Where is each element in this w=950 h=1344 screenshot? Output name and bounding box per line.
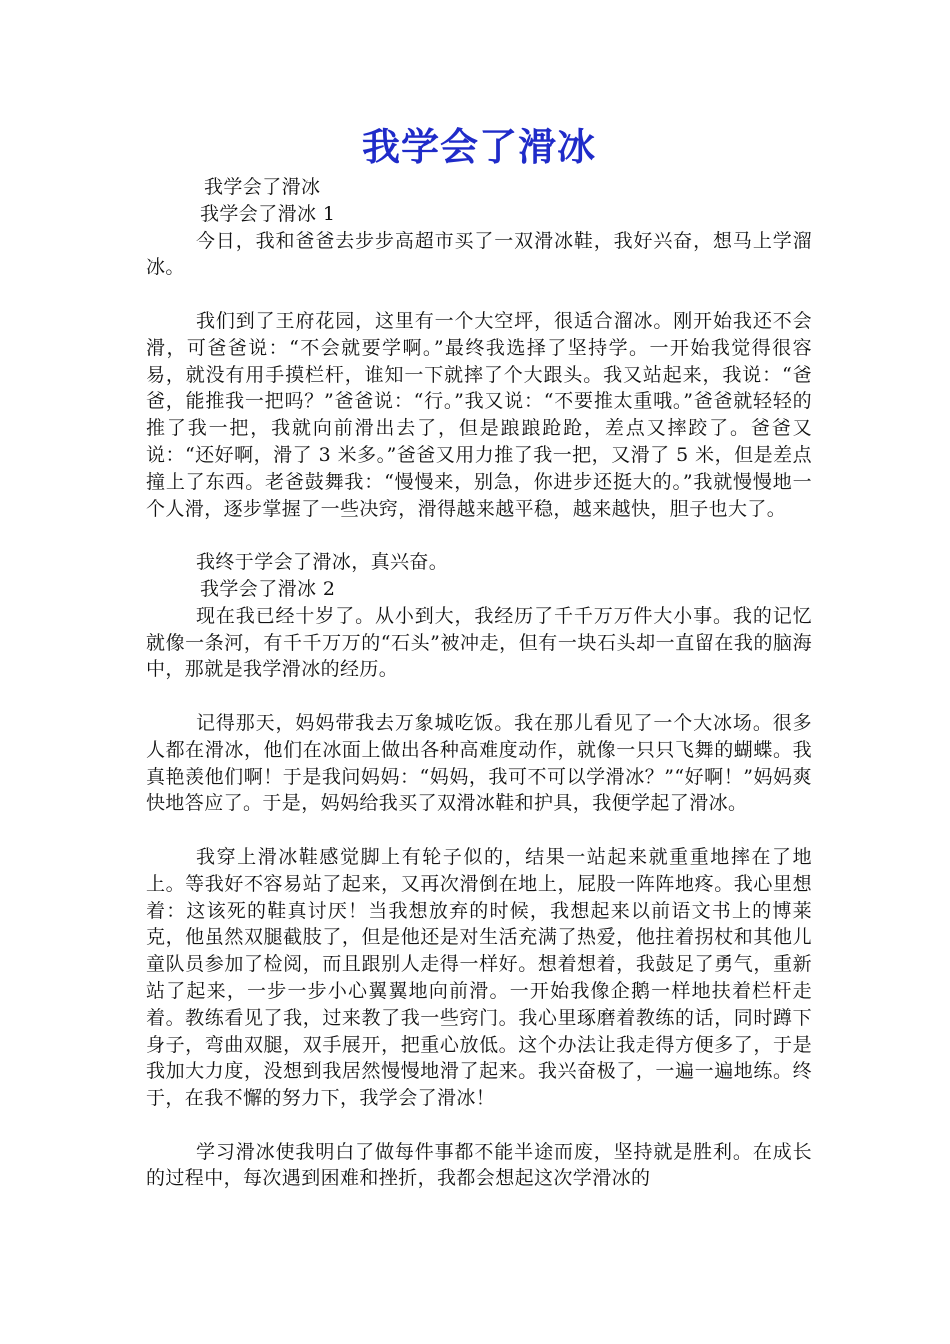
heading-repeat: 我学会了滑冰 xyxy=(204,176,321,198)
section-2-label: 我学会了滑冰 2 xyxy=(200,577,336,600)
paragraph: 我终于学会了滑冰，真兴奋。 xyxy=(196,551,449,574)
paragraph: 我们到了王府花园，这里有一个大空坪，很适合溜冰。刚开始我还不会滑，可爸爸说：“不会就要学啊。”最终我选择了坚持学。一开始我觉得很容易，就没有用手摸栏杆，谁知一下就摔了个大跟头。我又站起来，我说：“爸爸，能推我一把吗？”爸爸说：“行。”我又说：“不要推太重哦。”爸爸就轻轻的推了我一把，我就向前滑出去了，但是踉踉跄跄，差点又摔跤了。爸爸又说：“还好啊，滑了 3 米多。”爸爸又用力推了我一把，又滑了 5 米，但是差点撞上了东西。老爸鼓舞我：“慢慢来，别急，你进步还挺大的。”我就慢慢地一个人滑，逐步掌握了一些决窍，滑得越来越平稳，越来越快，胆子也大了。 xyxy=(146,309,812,520)
paragraph: 学习滑冰使我明白了做每件事都不能半途而废，坚持就是胜利。在成长的过程中，每次遇到困难和挫折，我都会想起这次学滑冰的 xyxy=(146,1140,812,1190)
paragraph: 记得那天，妈妈带我去万象城吃饭。我在那儿看见了一个大冰场。很多人都在滑冰，他们在冰面上做出各种高难度动作，就像一只只飞舞的蝴蝶。我真艳羡他们啊！于是我问妈妈：“妈妈，我可不可以学滑冰？”“好啊！”妈妈爽快地答应了。于是，妈妈给我买了双滑冰鞋和护具，我便学起了滑冰。 xyxy=(146,711,812,815)
section-1-label: 我学会了滑冰 1 xyxy=(200,202,336,225)
document-title: 我学会了滑冰 xyxy=(361,125,596,169)
document-body xyxy=(146,174,812,1192)
document-page xyxy=(146,120,812,1192)
paragraph: 今日，我和爸爸去步步高超市买了一双滑冰鞋，我好兴奋，想马上学溜冰。 xyxy=(146,229,812,279)
paragraph: 我穿上滑冰鞋感觉脚上有轮子似的，结果一站起来就重重地摔在了地上。等我好不容易站了起来，又再次滑倒在地上，屁股一阵阵地疼。我心里想着：这该死的鞋真讨厌！当我想放弃的时候，我想起来以前语文书上的博莱克，他虽然双腿截肢了，但是他还是对生活充满了热爱，他拄着拐杖和其他儿童队员参加了检阅，而且跟别人走得一样好。想着想着，我鼓足了勇气，重新站了起来，一步一步小心翼翼地向前滑。一开始我像企鹅一样地扶着栏杆走着。教练看见了我，过来教了我一些窍门。我心里琢磨着教练的话，同时蹲下身子，弯曲双腿，双手展开，把重心放低。这个办法让我走得方便多了，于是我加大力度，没想到我居然慢慢地滑了起来。我兴奋极了，一遍一遍地练。终于，在我不懈的努力下，我学会了滑冰！ xyxy=(146,845,812,1110)
paragraph: 现在我已经十岁了。从小到大，我经历了千千万万件大小事。我的记忆就像一条河，有千千万万的“石头”被冲走，但有一块石头却一直留在我的脑海中，那就是我学滑冰的经历。 xyxy=(146,604,812,681)
